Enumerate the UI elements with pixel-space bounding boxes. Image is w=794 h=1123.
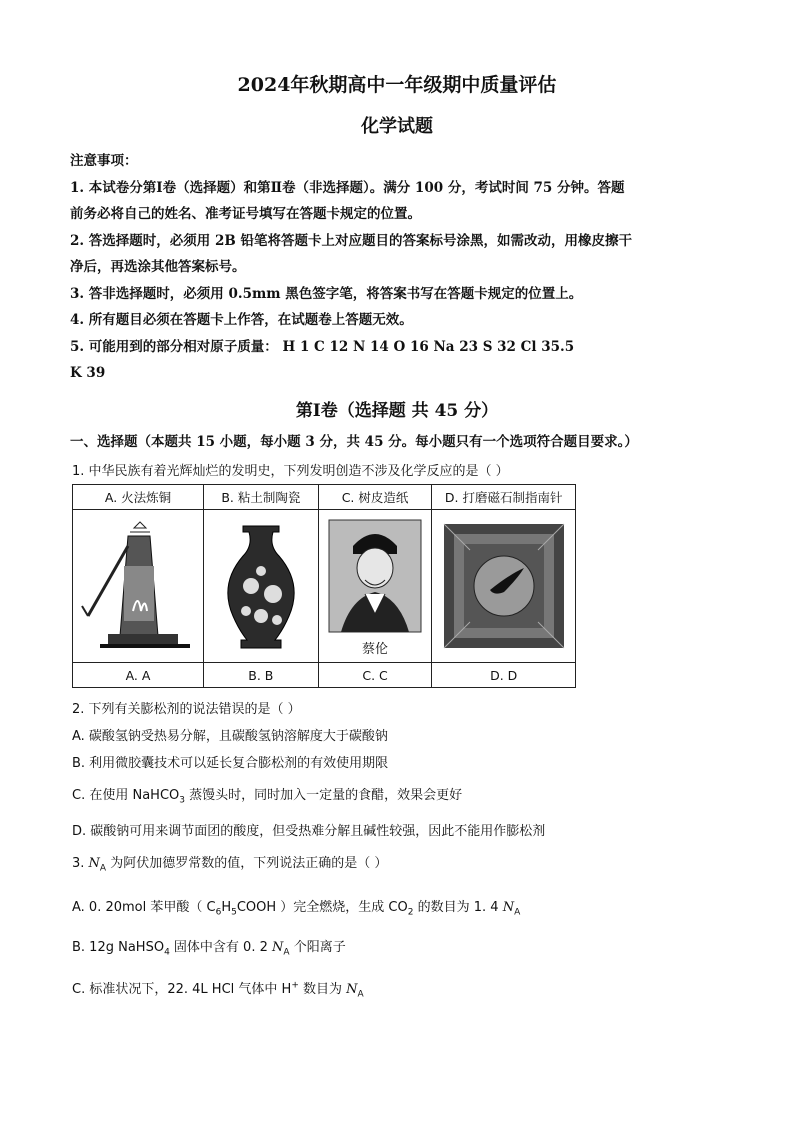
q1-header-c: C. 树皮造纸 (318, 485, 432, 510)
furnace-icon (78, 516, 198, 656)
q1-answer-a: A. A (73, 663, 204, 688)
q1-answer-b: B. B (204, 663, 319, 688)
q1-header-a: A. 火法炼铜 (73, 485, 204, 510)
notice-line: 2. 答选择题时，必须用 2B 铅笔将答题卡上对应题目的答案标号涂黑，如需改动，用橡皮擦干 (70, 232, 632, 249)
notice-line: 3. 答非选择题时，必须用 0.5mm 黑色签字笔，将答案书写在答题卡规定的位置上。 (70, 285, 583, 302)
section-title: 第Ⅰ卷（选择题 共 45 分） (295, 401, 499, 421)
notice-line: 前务必将自己的姓名、准考证号填写在答题卡规定的位置。 (70, 206, 421, 222)
q1-image-c-caption: 蔡伦 (362, 641, 389, 657)
notice-line: 净后，再选涂其他答案标号。 (70, 259, 246, 275)
q2-option-c: C. 在使用 NaHCO$_3$ 蒸馒头时，同时加入一定量的食醋，效果会更好 (72, 788, 463, 806)
q1-answer-d: D. D (432, 663, 576, 688)
notice-heading: 注意事项： (70, 153, 138, 169)
part-heading: 一、选择题（本题共 15 小题，每小题 3 分，共 45 分。每小题只有一个选项符合题目要求。） (70, 434, 638, 450)
q1-header-d: D. 打磨磁石制指南针 (432, 485, 576, 510)
notice-line: 5. 可能用到的部分相对原子质量： H 1 C 12 N 14 O 16 Na 23 S 32 Cl 35.5 (70, 338, 575, 355)
q2-stem: 2. 下列有关膨松剂的说法错误的是（ ） (72, 702, 301, 717)
q1-answer-c: C. C (318, 663, 432, 688)
vase-icon (211, 516, 311, 656)
q2-option-b: B. 利用微胶囊技术可以延长复合膨松剂的有效使用期限 (72, 756, 389, 771)
q1-options-table (72, 484, 576, 688)
q1-image-b (204, 510, 319, 663)
q1-stem: 1. 中华民族有着光辉灿烂的发明史，下列发明创造不涉及化学反应的是（ ） (72, 464, 509, 479)
q1-image-d (432, 510, 576, 663)
exam-subject: 化学试题 (361, 116, 433, 137)
q3-option-b: B. 12g NaHSO$_4$ 固体中含有 0. 2 $N_A$ 个阳离子 (72, 940, 346, 958)
q3-stem: 3. $N_A$ 为阿伏加德罗常数的值，下列说法正确的是（ ） (72, 856, 388, 874)
q3-option-a: A. 0. 20mol 苯甲酸（ $C_6H_5COOH$ ）完全燃烧，生成 $CO_2$ 的数目为 1. 4 $N_A$ (72, 900, 521, 918)
q3-option-c: C. 标准状况下，22. 4L HCl 气体中 H+ 数目为 $N_A$ (72, 980, 364, 1000)
notice-line: 1. 本试卷分第Ⅰ卷（选择题）和第Ⅱ卷（非选择题）。满分 100 分，考试时间 75 分钟。答题 (70, 179, 625, 196)
portrait-icon (325, 516, 425, 636)
exam-title: 2024年秋期高中一年级期中质量评估 (237, 74, 557, 96)
notice-line: K 39 (70, 365, 106, 381)
compass-icon (440, 520, 568, 652)
q1-image-a (73, 510, 204, 663)
q2-option-d: D. 碳酸钠可用来调节面团的酸度，但受热难分解且碱性较强，因此不能用作膨松剂 (72, 824, 546, 839)
q1-header-b: B. 粘土制陶瓷 (204, 485, 319, 510)
notice-block (70, 148, 730, 387)
q2-option-a: A. 碳酸氢钠受热易分解，且碳酸氢钠溶解度大于碳酸钠 (72, 729, 388, 744)
notice-line: 4. 所有题目必须在答题卡上作答，在试题卷上答题无效。 (70, 312, 413, 328)
q1-image-c (318, 510, 432, 663)
